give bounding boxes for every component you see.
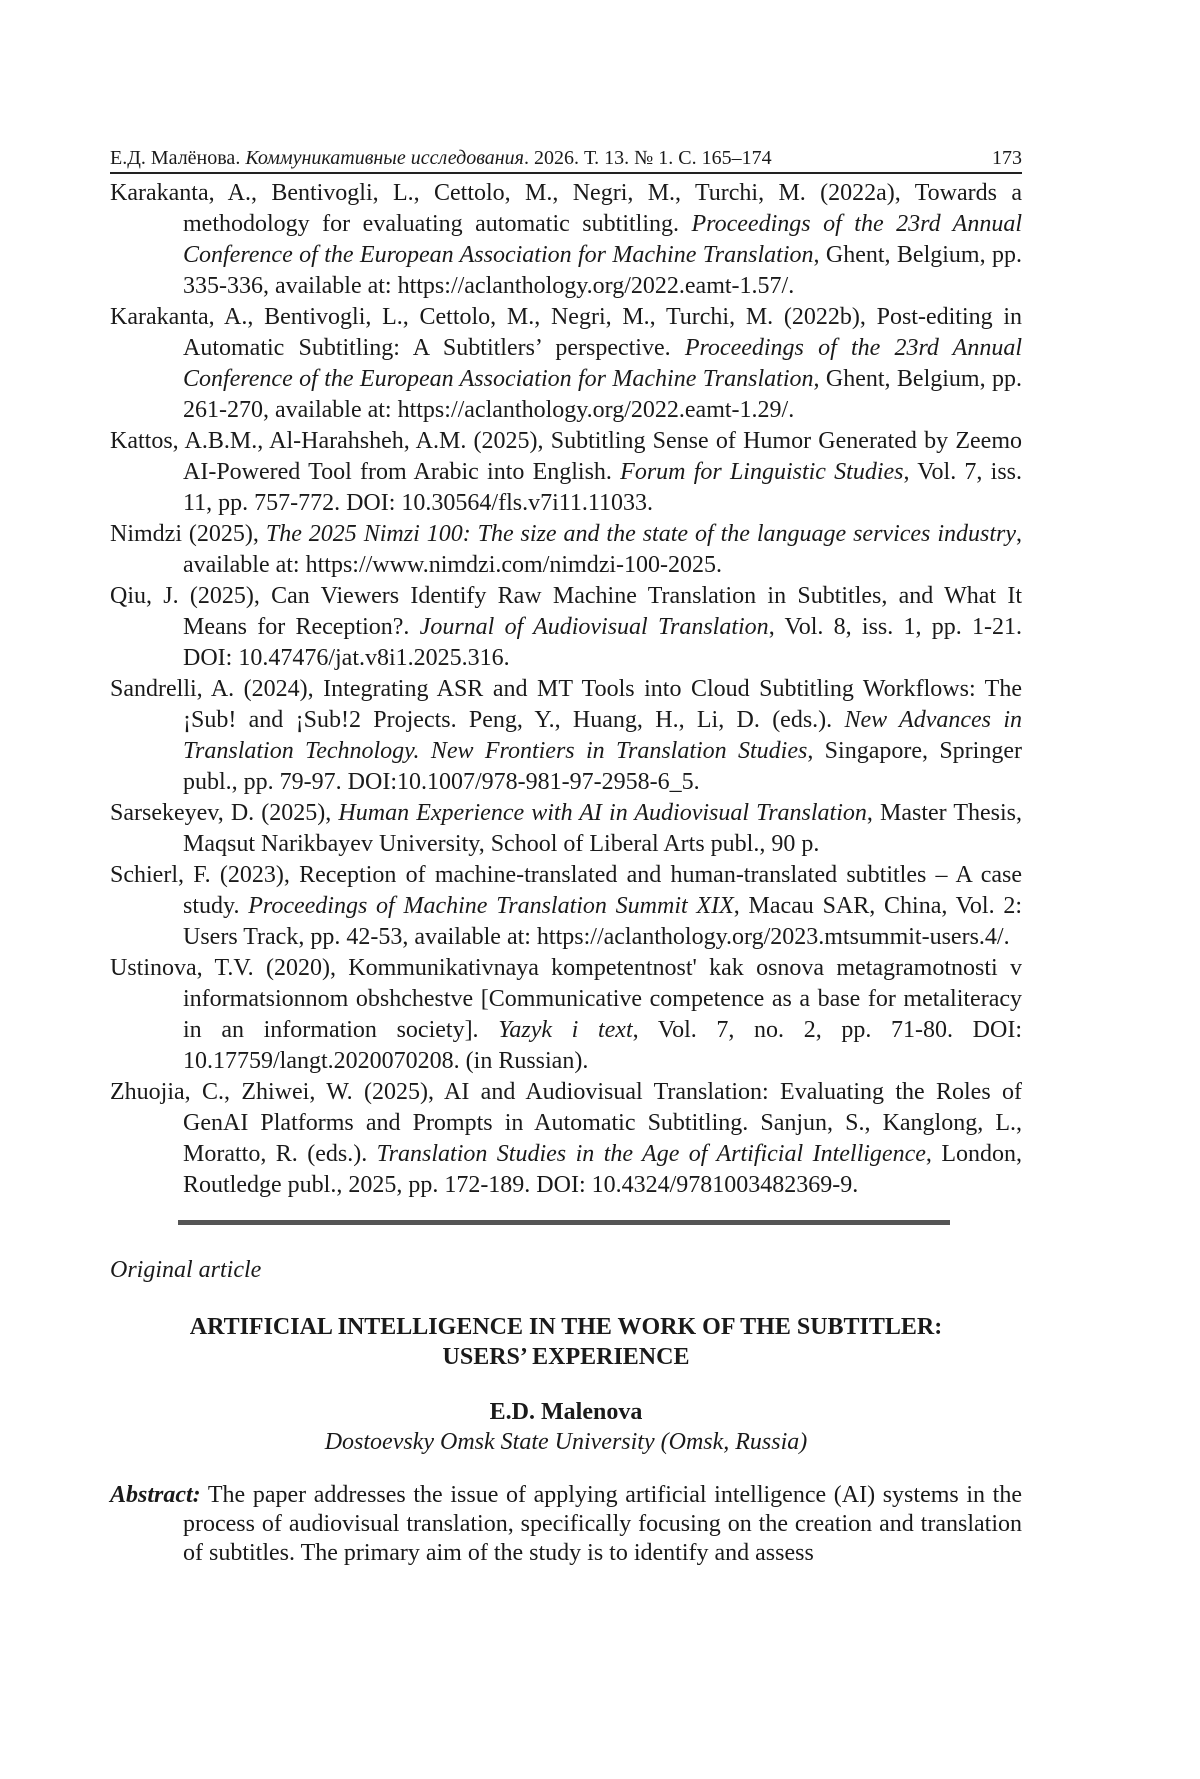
- section-divider: [178, 1220, 950, 1225]
- reference-entry: [110, 798, 1022, 860]
- article-author: E.D. Malenova: [489, 1399, 643, 1425]
- reference-source-title: Proceedings of the 23rd Annual Conference of the European Association for Machine Translation: [183, 335, 1022, 392]
- reference-source-title: Human Experience with AI in Audiovisual Translation: [338, 800, 867, 826]
- reference-text: Zhuojia, C., Zhiwei, W. (2025), AI and Audiovisual Translation: Evaluating the Roles of GenAI Platforms and Prompts in Automatic Subtitling. Sanjun, S., Kanglong, L., Moratto, R. (eds.).: [110, 1079, 1022, 1167]
- reference-text: Sandrelli, A. (2024), Integrating ASR and MT Tools into Cloud Subtitling Workflows: The ¡Sub! and ¡Sub!2 Projects. Peng, Y., Huang, H., Li, D. (eds.).: [110, 676, 1022, 733]
- reference-text: , Macau SAR, China, Vol. 2: Users Track, pp. 42-53, available at: https://aclanthology.org/2023.mtsummit-users.4/.: [183, 893, 1023, 950]
- reference-entry: [110, 519, 1022, 581]
- header-issue: . 2026. Т. 13. № 1. С. 165–174: [523, 147, 772, 169]
- reference-text: Schierl, F. (2023), Reception of machine-translated and human-translated subtitles – A case study.: [110, 862, 1022, 919]
- reference-text: Qiu, J. (2025), Can Viewers Identify Raw Machine Translation in Subtitles, and What It Means for Reception?.: [110, 583, 1022, 640]
- reference-text: , Ghent, Belgium, pp. 335-336, available at: https://aclanthology.org/2022.eamt-1.57/.: [183, 242, 1022, 299]
- reference-text: Ustinova, T.V. (2020), Kommunikativnaya kompetentnost' kak osnova metagramotnosti v informatsionnom obshchestve [Communicative competence as a base for metaliteracy in an information society].: [110, 955, 1022, 1043]
- abstract-text: The paper addresses the issue of applying artificial intelligence (AI) systems in the process of audiovisual translation, specifically focusing on the creation and translation of subtitles. The primary aim of the study is to identify and assess: [183, 1482, 1022, 1566]
- reference-source-title: Forum for Linguistic Studies: [620, 459, 904, 485]
- reference-entry: [110, 860, 1022, 953]
- reference-entry: [110, 953, 1022, 1077]
- article-title-line-1: ARTIFICIAL INTELLIGENCE IN THE WORK OF THE SUBTITLER:: [189, 1314, 943, 1340]
- article-title-line-2: USERS’ EXPERIENCE: [442, 1344, 690, 1370]
- reference-source-title: Proceedings of Machine Translation Summit XIX: [248, 893, 734, 919]
- reference-entry: [110, 178, 1022, 302]
- reference-source-title: The 2025 Nimzi 100: The size and the state of the language services industry: [265, 521, 1016, 547]
- reference-entry: [110, 581, 1022, 674]
- reference-text: Karakanta, A., Bentivogli, L., Cettolo, M., Negri, M., Turchi, M. (2022b), Post-editing in Automatic Subtitling: A Subtitlers’ perspective.: [110, 304, 1022, 361]
- reference-entry: [110, 674, 1022, 798]
- reference-source-title: Translation Studies in the Age of Artificial Intelligence: [376, 1141, 926, 1167]
- abstract: [110, 1481, 1022, 1568]
- reference-source-title: Yazyk i text: [498, 1017, 633, 1043]
- reference-source-title: Proceedings of the 23rd Annual Conference of the European Association for Machine Translation: [183, 211, 1022, 268]
- reference-text: , Singapore, Springer publ., pp. 79-97. DOI:10.1007/978-981-97-2958-6_5.: [183, 738, 1022, 795]
- reference-entry: [110, 426, 1022, 519]
- reference-list: [110, 178, 1022, 1201]
- reference-text: , Ghent, Belgium, pp. 261-270, available at: https://aclanthology.org/2022.eamt-1.29/.: [183, 366, 1022, 423]
- reference-entry: [110, 302, 1022, 426]
- reference-text: Sarsekeyev, D. (2025),: [110, 800, 339, 826]
- reference-text: Kattos, A.B.M., Al-Harahsheh, A.M. (2025), Subtitling Sense of Humor Generated by Zeemo AI-Powered Tool from Arabic into English.: [110, 428, 1022, 485]
- journal-page: [110, 146, 1022, 1568]
- reference-text: , London, Routledge publ., 2025, pp. 172-189. DOI: 10.4324/9781003482369-9.: [183, 1141, 1022, 1198]
- reference-text: , Vol. 8, iss. 1, pp. 1-21. DOI: 10.47476/jat.v8i1.2025.316.: [183, 614, 1022, 671]
- author-affiliation: Dostoevsky Omsk State University (Omsk, Russia): [324, 1429, 808, 1455]
- reference-text: Nimdzi (2025),: [110, 521, 266, 547]
- reference-entry: [110, 1077, 1022, 1201]
- abstract-label: Abstract:: [110, 1482, 201, 1508]
- reference-source-title: New Advances in Translation Technology. New Frontiers in Translation Studies: [183, 707, 1023, 764]
- reference-text: Karakanta, A., Bentivogli, L., Cettolo, M., Negri, M., Turchi, M. (2022a), Towards a methodology for evaluating automatic subtitling.: [110, 180, 1022, 237]
- running-header-citation: [110, 146, 772, 170]
- reference-text: , Vol. 7, iss. 11, pp. 757-772. DOI: 10.30564/fls.v7i11.11033.: [183, 459, 1023, 516]
- header-author: Е.Д. Малёнова.: [110, 147, 241, 169]
- page-number: 173: [992, 147, 1022, 169]
- reference-text: , available at: https://www.nimdzi.com/nimdzi-100-2025.: [183, 521, 1022, 578]
- article-type: Original article: [110, 1257, 262, 1283]
- running-header: [110, 146, 1022, 174]
- reference-source-title: Journal of Audiovisual Translation: [419, 614, 769, 640]
- reference-text: , Master Thesis, Maqsut Narikbayev University, School of Liberal Arts publ., 90 p.: [183, 800, 1023, 857]
- article-title: [110, 1312, 1022, 1372]
- header-journal: Коммуникативные исследования: [245, 147, 524, 169]
- reference-text: , Vol. 7, no. 2, pp. 71-80. DOI: 10.17759/langt.2020070208. (in Russian).: [183, 1017, 1022, 1074]
